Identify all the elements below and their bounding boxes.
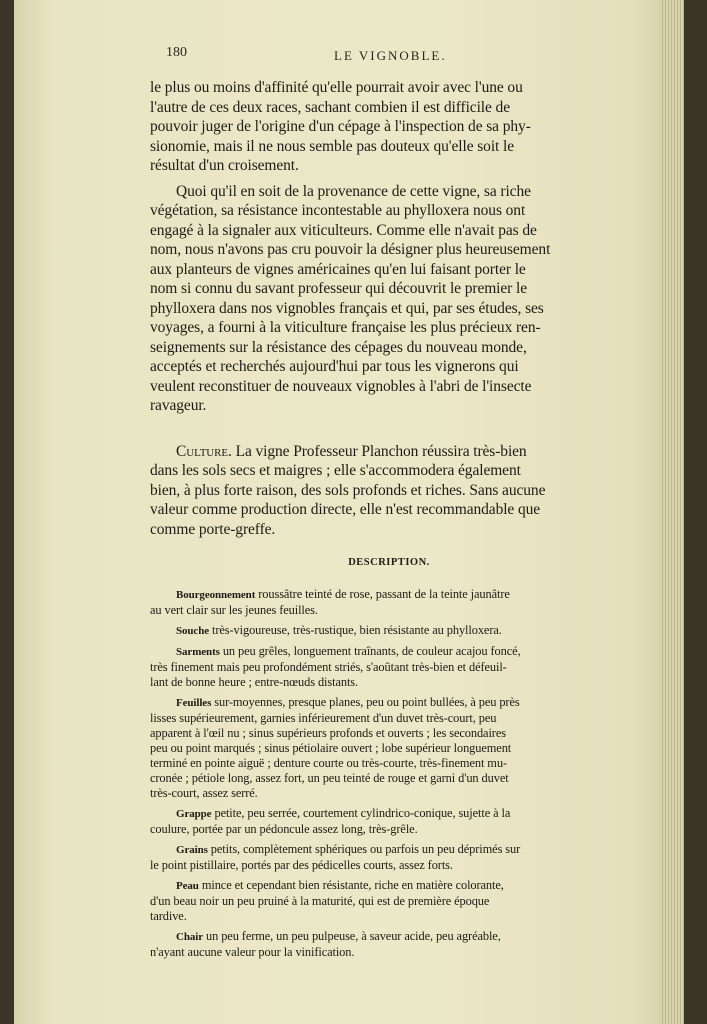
paragraph bbox=[150, 182, 628, 416]
description-item bbox=[150, 644, 628, 690]
text-line: Quoi qu'il en soit de la provenance de cette vigne, sa riche bbox=[176, 182, 531, 200]
text-line: très finement mais peu profondément striés, s'aoûtant très-bien et défeuil- bbox=[150, 659, 507, 674]
running-title: LE VIGNOBLE. bbox=[334, 48, 447, 63]
text-line: n'ayant aucune valeur pour la vinification. bbox=[150, 944, 355, 959]
culture-label: Culture. bbox=[176, 442, 232, 460]
text-line: ravageur. bbox=[150, 397, 207, 414]
spacer bbox=[150, 422, 628, 442]
text-line bbox=[150, 644, 628, 660]
text-line: terminé en pointe aiguë ; denture courte ou très-courte, très-finement mu- bbox=[150, 755, 507, 770]
text-line: bien, à plus forte raison, des sols profonds et riches. Sans aucune bbox=[150, 481, 546, 499]
text-line: lisses supérieurement, garnies inférieurement d'un duvet très-court, peu bbox=[150, 710, 497, 725]
text-line bbox=[150, 442, 628, 462]
text-line: pouvoir juger de l'origine d'un cépage à l'inspection de sa phy- bbox=[150, 118, 531, 135]
text-line: résultat d'un croisement. bbox=[150, 157, 299, 174]
paragraph bbox=[150, 78, 628, 176]
page-body bbox=[150, 78, 628, 965]
text-line-content: mince et cependant bien résistante, riche en matière colorante, bbox=[201, 877, 504, 892]
description-term: Feuilles bbox=[176, 696, 212, 709]
text-line: cronée ; pétiole long, assez fort, un peu teinté de rouge et garni d'un duvet bbox=[150, 770, 509, 785]
text-line bbox=[150, 623, 628, 639]
description-term: Peau bbox=[176, 879, 199, 892]
text-line-content: très-vigoureuse, très-rustique, bien résistante au phylloxera. bbox=[212, 622, 502, 637]
description-term: Souche bbox=[176, 624, 210, 637]
text-line bbox=[150, 929, 628, 945]
description-term: Bourgeonnement bbox=[176, 588, 256, 601]
text-line: l'autre de ces deux races, sachant combien il est difficile de bbox=[150, 98, 510, 116]
text-line: au vert clair sur les jeunes feuilles. bbox=[150, 602, 318, 617]
text-line: nom si connu du savant professeur qui découvrit le premier le bbox=[150, 280, 527, 297]
text-line: sionomie, mais il ne nous semble pas douteux qu'elle soit le bbox=[150, 137, 515, 155]
description-term: Chair bbox=[176, 930, 204, 943]
text-line: apparent à l'œil nu ; sinus supérieurs profonds et ouverts ; les secondaires bbox=[150, 725, 506, 740]
description-item bbox=[150, 842, 628, 873]
text-line: comme porte-greffe. bbox=[150, 520, 276, 538]
text-line: engagé à la signaler aux viticulteurs. Comme elle n'avait pas de bbox=[150, 221, 537, 239]
description-term: Sarments bbox=[176, 645, 220, 658]
text-line: lant de bonne heure ; entre-nœuds distants. bbox=[150, 674, 359, 689]
text-line: phylloxera dans nos vignobles français et qui, par ses études, ses bbox=[150, 299, 544, 317]
description-item bbox=[150, 695, 628, 801]
culture-paragraph bbox=[150, 442, 628, 540]
text-line-content: sur-moyennes, presque planes, peu ou point bullées, à peu près bbox=[214, 694, 520, 709]
text-line: peu ou point marqués ; sinus pétiolaire ouvert ; lobe supérieur longuement bbox=[150, 740, 512, 755]
section-heading-description: DESCRIPTION. bbox=[348, 557, 430, 568]
text-line: voyages, a fourni à la viticulture française les plus précieux ren- bbox=[150, 319, 541, 336]
description-item bbox=[150, 878, 628, 924]
text-line bbox=[150, 842, 628, 858]
description-item bbox=[150, 587, 628, 618]
text-line-content: un peu ferme, un peu pulpeuse, à saveur acide, peu agréable, bbox=[206, 928, 501, 943]
text-line-content: La vigne Professeur Planchon réussira très-bien bbox=[235, 442, 527, 460]
text-line: veulent reconstituer de nouveaux vignobles à l'abri de l'insecte bbox=[150, 377, 532, 395]
text-line: seignements sur la résistance des cépages du nouveau monde, bbox=[150, 338, 527, 356]
text-line bbox=[150, 878, 628, 894]
text-line: tardive. bbox=[150, 908, 187, 923]
text-line: très-court, assez serré. bbox=[150, 785, 258, 800]
text-line: le plus ou moins d'affinité qu'elle pourrait avoir avec l'une ou bbox=[150, 79, 523, 96]
description-list bbox=[150, 587, 628, 960]
page-edges bbox=[660, 0, 684, 1024]
text-line-content: roussâtre teinté de rose, passant de la teinte jaunâtre bbox=[258, 586, 510, 601]
description-item bbox=[150, 806, 628, 837]
text-line-content: un peu grêles, longuement traînants, de couleur acajou foncé, bbox=[222, 643, 521, 658]
text-line: valeur comme production directe, elle n'est recommandable que bbox=[150, 501, 541, 518]
text-line: nom, nous n'avons pas cru pouvoir la désigner plus heureusement bbox=[150, 241, 551, 258]
text-line: acceptés et recherchés aujourd'hui par tous les vignerons qui bbox=[150, 358, 519, 375]
text-line: le point pistillaire, portés par des pédicelles courts, assez forts. bbox=[150, 857, 453, 872]
description-term: Grappe bbox=[176, 807, 212, 820]
text-line: dans les sols secs et maigres ; elle s'accommodera également bbox=[150, 462, 521, 479]
description-term: Grains bbox=[176, 843, 208, 856]
text-line-content: petits, complètement sphériques ou parfois un peu déprimés sur bbox=[210, 841, 521, 856]
text-line: aux planteurs de vignes américaines qu'en lui faisant porter le bbox=[150, 260, 526, 278]
text-line: végétation, sa résistance incontestable au phylloxera nous ont bbox=[150, 202, 526, 219]
page-number: 180 bbox=[166, 45, 187, 60]
text-line bbox=[150, 695, 628, 711]
description-item bbox=[150, 929, 628, 960]
text-line: d'un beau noir un peu pruiné à la maturité, qui est de première époque bbox=[150, 893, 490, 908]
text-line bbox=[150, 587, 628, 603]
text-line bbox=[150, 806, 628, 822]
text-line-content: petite, peu serrée, courtement cylindrico-conique, sujette à la bbox=[214, 805, 511, 820]
description-item bbox=[150, 623, 628, 639]
text-line: coulure, portée par un pédoncule assez long, très-grêle. bbox=[150, 821, 418, 836]
